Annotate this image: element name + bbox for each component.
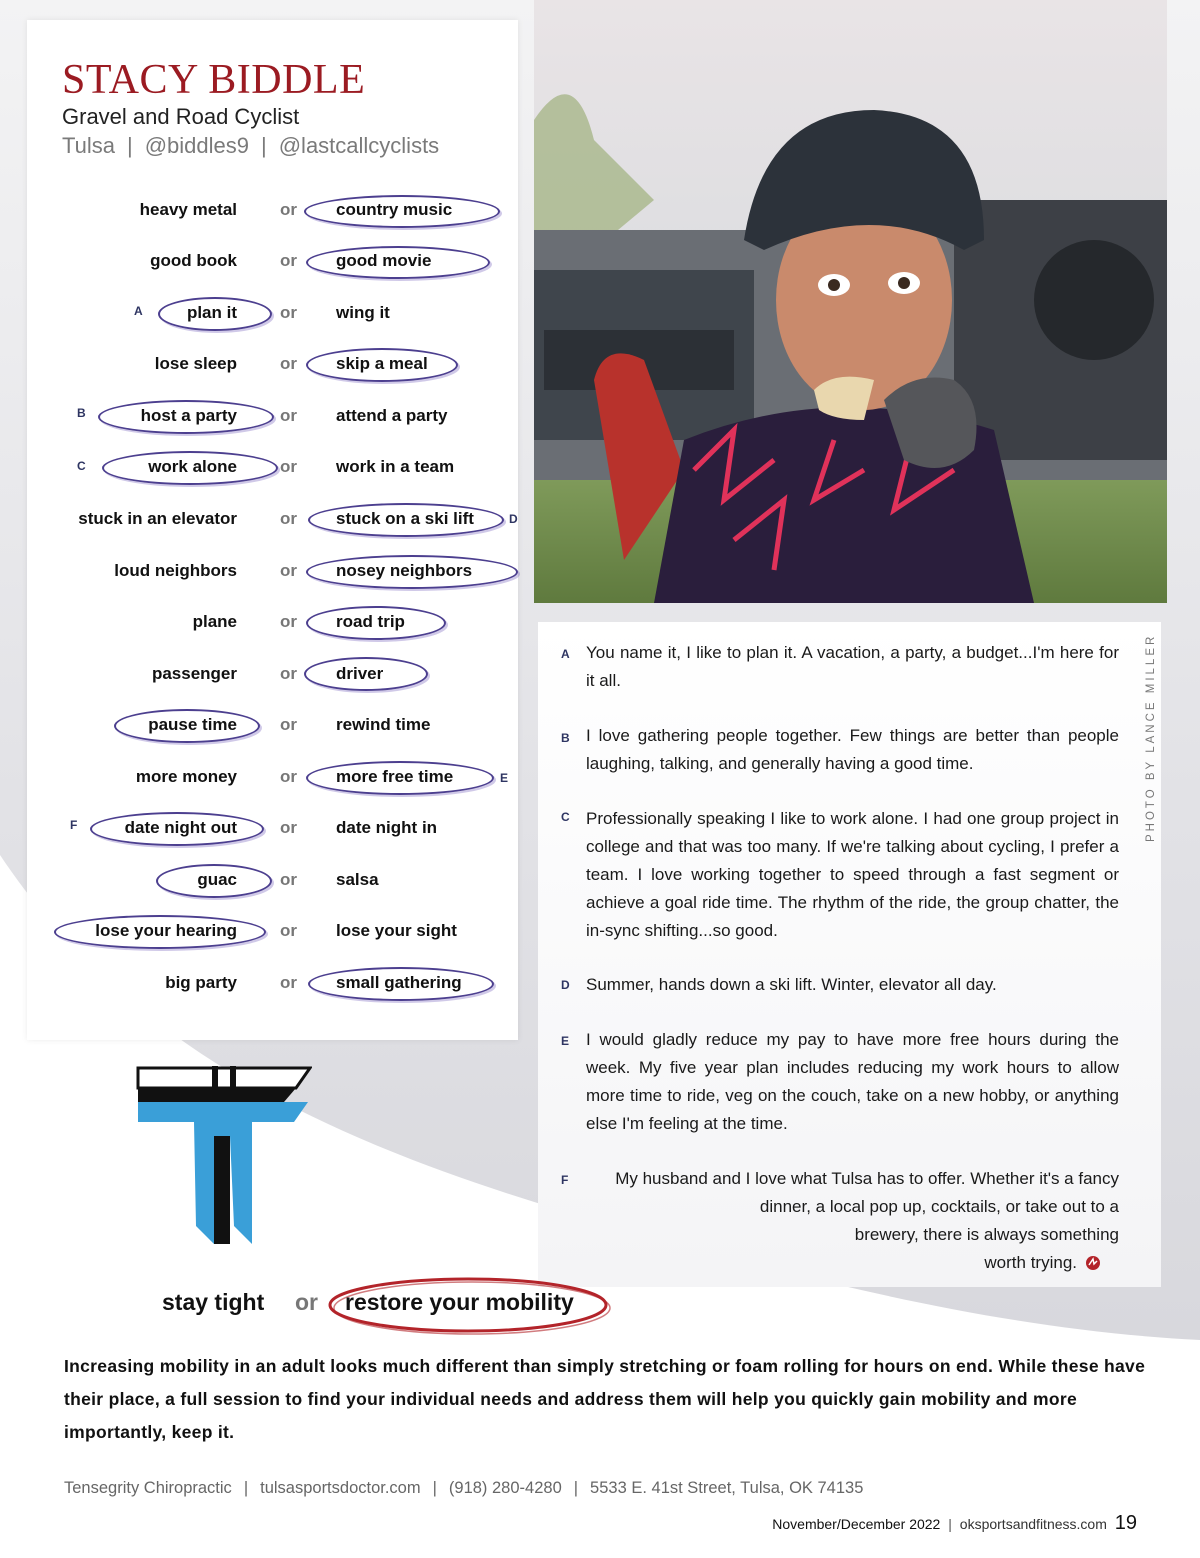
answer-text: I love gathering people together. Few things are better than people laughing, talking, and generally having a good time. [586,726,1119,773]
separator: | [261,133,267,158]
choice-left: pause time [148,715,237,734]
choice-left: big party [165,973,237,992]
ad-choice-right: restore your mobility [345,1289,574,1315]
choice-right: salsa [336,870,379,889]
answer-text [586,1165,1119,1277]
separator: | [573,1479,579,1497]
separator: | [432,1479,437,1497]
choice-or: or [280,354,297,373]
separator: | [243,1479,249,1497]
choice-right: skip a meal [336,354,428,373]
profile-subtitle: Gravel and Road Cyclist [62,104,300,129]
choice-right: lose your sight [336,921,457,940]
choice-left: passenger [151,664,237,683]
choice-or: or [280,457,297,476]
ad-choice-left: stay tight [162,1289,265,1315]
separator: | [948,1516,952,1532]
choice-marker: A [134,304,143,318]
choice-marker: C [77,459,86,473]
choice-or: or [280,509,297,528]
choice-marker: B [77,406,86,420]
choice-left: date night out [124,818,237,837]
answer-letter: D [561,978,570,992]
choice-right: country music [336,200,453,219]
choice-right: driver [336,664,384,683]
magazine-site: oksportsandfitness.com [959,1516,1107,1532]
choice-left: more money [135,767,237,786]
choice-left: plane [192,612,237,631]
choice-right: small gathering [336,973,462,992]
answer-text: You name it, I like to plan it. A vacation, a party, a budget...I'm here for it all. [586,643,1119,690]
answer-letter: F [561,1173,569,1187]
answer-letter: C [561,810,570,824]
profile-social [62,133,439,159]
profile-handle-2: @lastcallcyclists [278,133,440,158]
choice-left: plan it [186,303,237,322]
answer-letter: A [561,647,570,661]
ad-choice-or: or [295,1289,318,1315]
choice-or: or [280,561,297,580]
profile-city: Tulsa [62,133,115,158]
choice-or: or [280,200,297,219]
choice-marker: D [509,512,518,526]
issue-date: November/December 2022 [772,1516,941,1532]
choice-or: or [280,767,297,786]
choice-or: or [280,406,297,425]
business-phone: (918) 280-4280 [448,1479,562,1497]
choice-right: stuck on a ski lift [336,509,474,528]
choice-marker: E [500,771,509,785]
choice-or: or [280,870,297,889]
choice-left: good book [150,251,237,270]
choice-left: loud neighbors [114,561,237,580]
choice-left: host a party [140,406,237,425]
separator: | [126,133,133,158]
end-mark-icon [1085,1255,1101,1271]
choice-right: more free time [336,767,454,786]
choice-right: date night in [336,818,438,837]
tensegrity-logo [134,1066,312,1244]
choice-or: or [280,303,297,322]
choice-or: or [280,251,297,270]
choice-left: heavy metal [139,200,237,219]
answer-text: Professionally speaking I like to work alone. I had one group project in college and that was too many. If we're talking about cycling, I prefer a team. I love working together to speed through a fast segment or achieve a goal ride time. The rhythm of the ride, the group chatter, the in-sync shifting...so good. [586,809,1119,940]
ad-body-text: Increasing mobility in an adult looks much different than simply stretching or foam rolling for hours on end. While these have their place, a full session to find your individual needs and address them will help you quickly gain mobility and more importantly, keep it. [64,1356,1146,1442]
business-name: Tensegrity Chiropractic [64,1479,232,1497]
answer-text: I would gladly reduce my pay to have more free hours during the week. My five year plan includes reducing my work hours to allow more time to ride, veg on the couch, take on a new hobby, or anything else I'm feeling at the time. [586,1030,1119,1133]
choice-or: or [280,921,297,940]
choice-left: stuck in an elevator [78,509,237,528]
choice-left: lose your hearing [95,921,237,940]
profile-name: STACY BIDDLE [62,57,366,103]
choice-right: road trip [336,612,405,631]
choice-marker: F [70,818,78,832]
choice-left: guac [197,870,237,889]
cyclist-photo [534,0,1167,603]
business-website: tulsasportsdoctor.com [260,1479,421,1497]
choice-or: or [280,612,297,631]
profile-handle-1: @biddles9 [144,133,249,158]
choice-right: attend a party [336,406,448,425]
answer-line: dinner, a local pop up, cocktails, or take out to a [759,1197,1119,1216]
page-number: 19 [1114,1512,1137,1534]
choice-right: rewind time [336,715,431,734]
choice-right: good movie [336,251,432,270]
choice-left: work alone [148,457,237,476]
page-folio [772,1512,1137,1535]
answer-line: worth trying. [984,1253,1077,1272]
choice-right: work in a team [336,457,455,476]
business-address: 5533 E. 41st Street, Tulsa, OK 74135 [590,1479,864,1497]
answer-text: Summer, hands down a ski lift. Winter, elevator all day. [586,975,997,994]
answer-line: brewery, there is always something [854,1225,1119,1244]
answer-letter: E [561,1034,570,1048]
choice-or: or [280,664,297,683]
photo-credit-text: PHOTO BY LANCE MILLER [1145,633,1157,842]
choice-right: wing it [336,303,390,322]
choice-left: lose sleep [154,354,237,373]
choice-or: or [280,973,297,992]
ad-contact-line [64,1479,863,1498]
choice-or: or [280,715,297,734]
choice-right: nosey neighbors [336,561,473,580]
choice-or: or [280,818,297,837]
answer-line: My husband and I love what Tulsa has to offer. Whether it's a fancy [615,1169,1119,1188]
answer-letter: B [561,731,570,745]
